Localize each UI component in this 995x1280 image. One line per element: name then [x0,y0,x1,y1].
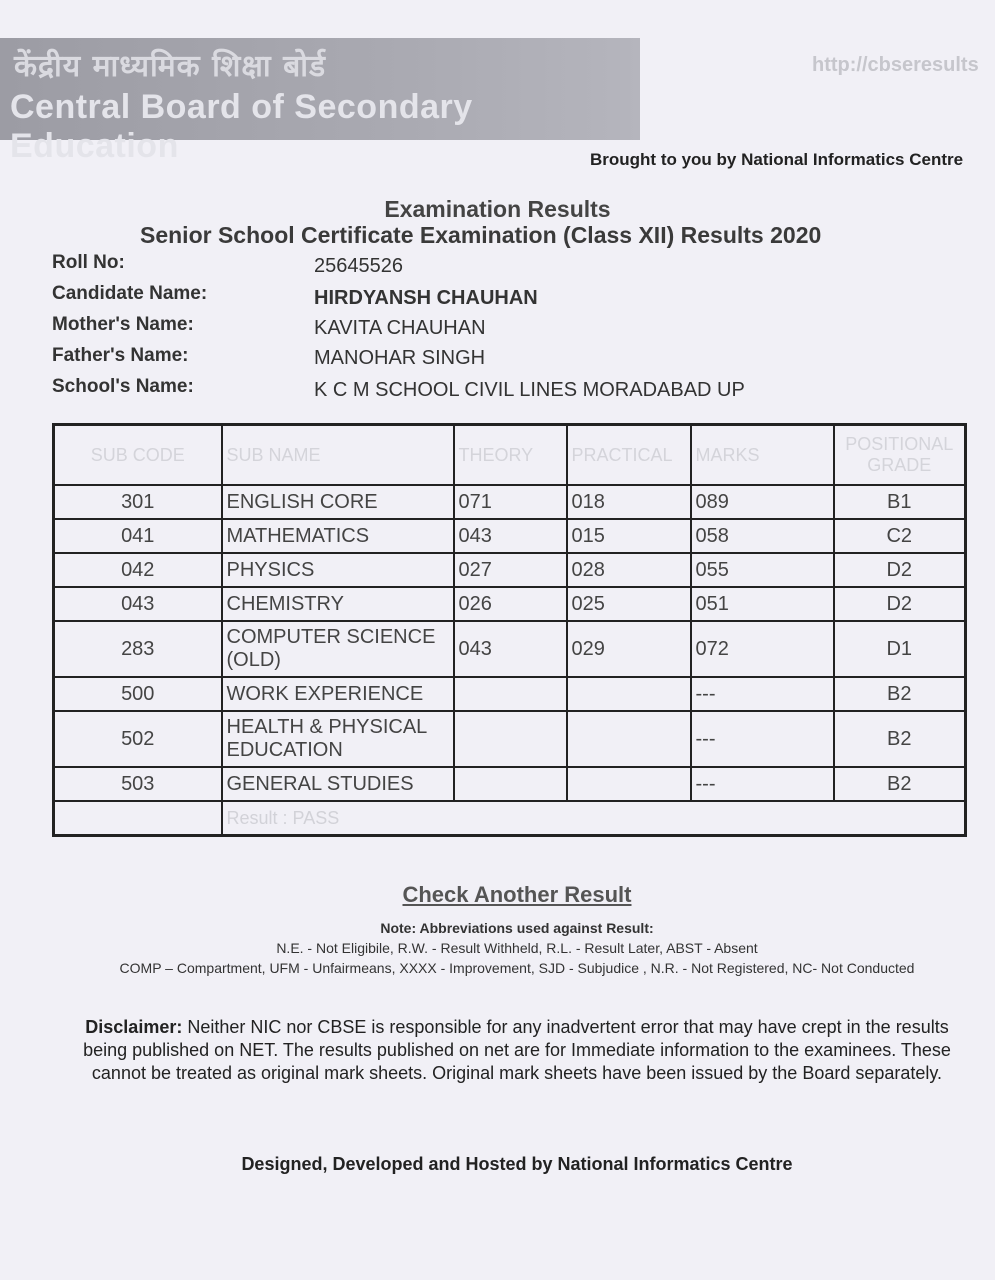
sub-code-cell: 502 [54,711,222,767]
mother-name-label: Mother's Name: [52,314,194,335]
abbreviations-note [0,918,995,978]
sub-name-cell: PHYSICS [222,553,454,587]
roll-value: 25645526 [314,255,403,277]
sub-name-cell: MATHEMATICS [222,519,454,553]
sub-name-cell: WORK EXPERIENCE [222,677,454,711]
practical-cell: 018 [567,485,691,519]
grade-cell: D2 [834,553,966,587]
sub-code-cell: 301 [54,485,222,519]
grade-cell: D2 [834,587,966,621]
result-spacer-cell [54,801,222,836]
school-name-value: K C M SCHOOL CIVIL LINES MORADABAD UP [314,379,745,401]
table-row [54,621,966,677]
sub-code-cell: 041 [54,519,222,553]
grade-cell: B1 [834,485,966,519]
marks-table [52,423,967,837]
sub-name-cell: GENERAL STUDIES [222,767,454,801]
table-header-row [54,425,966,486]
candidate-name-label: Candidate Name: [52,283,208,304]
site-url: http://cbseresults [812,54,979,76]
result-status: Result : PASS [222,801,966,836]
sub-name-cell: HEALTH & PHYSICAL EDUCATION [222,711,454,767]
header-banner [0,38,640,165]
grade-cell: C2 [834,519,966,553]
marks-cell: 089 [691,485,834,519]
sub-code-cell: 283 [54,621,222,677]
father-name-label: Father's Name: [52,345,189,366]
table-row [54,587,966,621]
marks-cell: 072 [691,621,834,677]
theory-cell [454,767,567,801]
sub-code-cell: 500 [54,677,222,711]
father-name-value: MANOHAR SINGH [314,347,486,369]
roll-label: Roll No: [52,252,125,273]
note-line-1: N.E. - Not Eligibile, R.W. - Result Withheld, R.L. - Result Later, ABST - Absent [276,940,758,956]
table-row [54,553,966,587]
practical-cell [567,677,691,711]
theory-cell: 071 [454,485,567,519]
table-row [54,677,966,711]
mother-name-value: KAVITA CHAUHAN [314,317,486,339]
table-row [54,519,966,553]
marks-cell: --- [691,711,834,767]
theory-cell: 043 [454,519,567,553]
exam-subtitle: Senior School Certificate Examination (Class XII) Results 2020 [140,222,822,248]
header-sub-code: SUB CODE [54,425,222,486]
practical-cell: 028 [567,553,691,587]
practical-cell [567,711,691,767]
check-another-result-link[interactable]: Check Another Result [402,882,632,907]
hindi-board-title: केंद्रीय माध्यमिक शिक्षा बोर्ड [14,49,327,84]
note-heading: Note: Abbreviations used against Result: [380,920,654,936]
practical-cell: 029 [567,621,691,677]
sub-code-cell: 503 [54,767,222,801]
table-row [54,485,966,519]
sub-code-cell: 042 [54,553,222,587]
marks-cell: 055 [691,553,834,587]
sub-name-cell: ENGLISH CORE [222,485,454,519]
header-positional-grade: POSITIONAL GRADE [834,425,966,486]
school-name-label: School's Name: [52,376,194,397]
disclaimer-label: Disclaimer: [85,1017,183,1037]
theory-cell [454,677,567,711]
english-board-title: Central Board of Secondary Education [10,88,473,165]
header-practical: PRACTICAL [567,425,691,486]
result-row [54,801,966,836]
practical-cell: 015 [567,519,691,553]
grade-cell: B2 [834,767,966,801]
theory-cell: 043 [454,621,567,677]
marks-cell: 058 [691,519,834,553]
header-sub-name: SUB NAME [222,425,454,486]
note-line-2: COMP – Compartment, UFM - Unfairmeans, XXXX - Improvement, SJD - Subjudice , N.R. - Not Registered, NC- Not Conducted [119,960,915,976]
practical-cell: 025 [567,587,691,621]
brought-by-text: Brought to you by National Informatics Centre [590,150,964,169]
sub-name-cell: CHEMISTRY [222,587,454,621]
disclaimer [72,1016,962,1085]
sub-code-cell: 043 [54,587,222,621]
footer-credit: Designed, Developed and Hosted by National Informatics Centre [241,1154,793,1174]
table-row [54,767,966,801]
grade-cell: B2 [834,711,966,767]
table-row [54,711,966,767]
header-theory: THEORY [454,425,567,486]
theory-cell: 026 [454,587,567,621]
marks-cell: 051 [691,587,834,621]
sub-name-cell: COMPUTER SCIENCE (OLD) [222,621,454,677]
disclaimer-text: Neither NIC nor CBSE is responsible for any inadvertent error that may have crept in the results being published on NET. The results published on net are for Immediate information to the examinees. These cannot be treated as original mark sheets. Original mark sheets have been issued by the Board separately. [83,1017,951,1083]
marks-cell: --- [691,677,834,711]
theory-cell [454,711,567,767]
practical-cell [567,767,691,801]
grade-cell: B2 [834,677,966,711]
candidate-name-value: HIRDYANSH CHAUHAN [314,287,538,309]
theory-cell: 027 [454,553,567,587]
exam-title: Examination Results [384,196,611,222]
marks-cell: --- [691,767,834,801]
grade-cell: D1 [834,621,966,677]
header-marks: MARKS [691,425,834,486]
